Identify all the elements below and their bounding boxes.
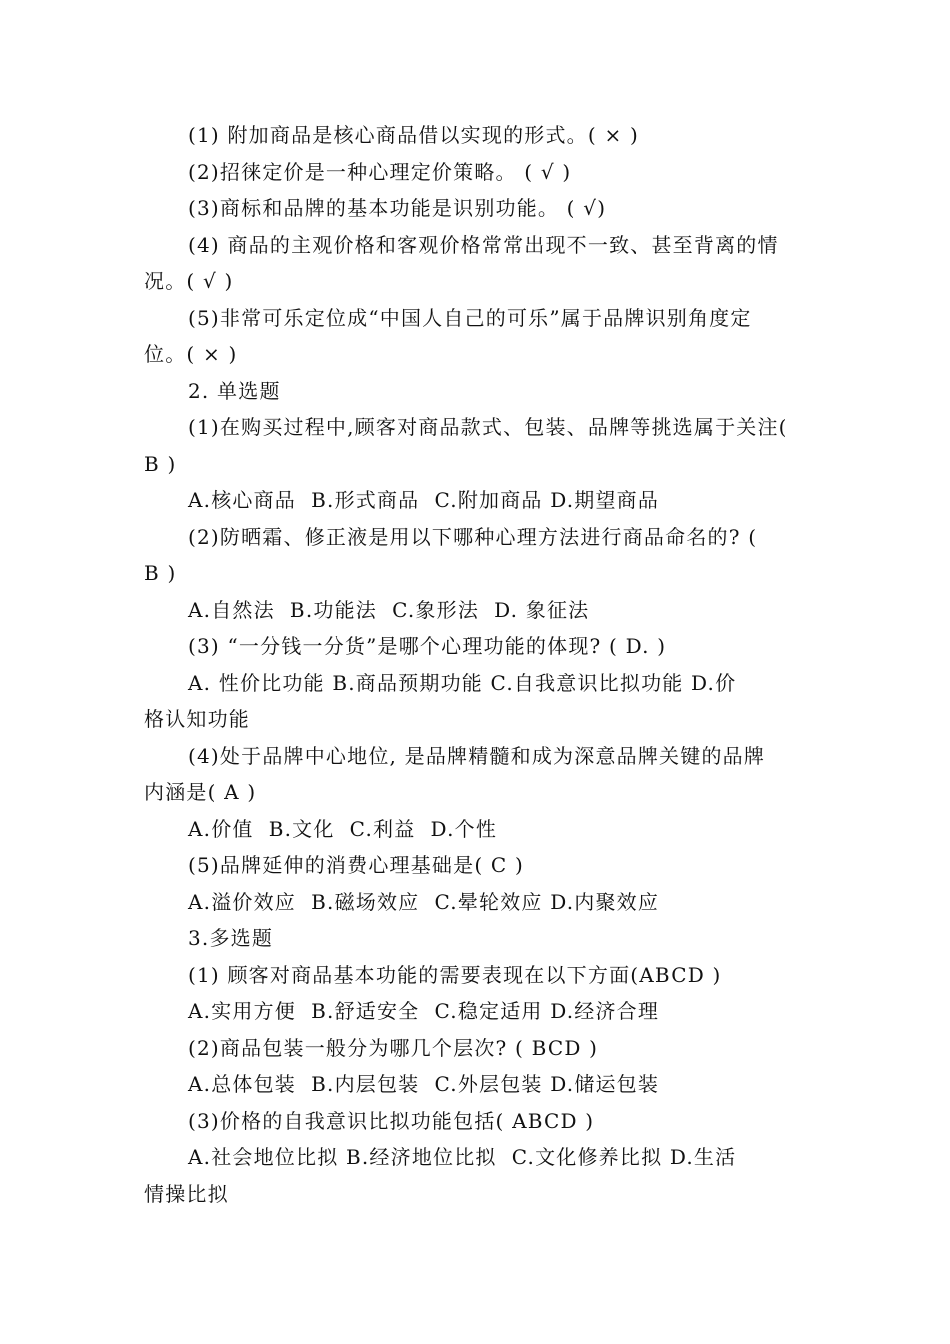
document-body [144, 117, 808, 1212]
text-line: B ) [144, 561, 177, 585]
text-line: (2)商品包装一般分为哪几个层次? ( BCD ) [188, 1035, 599, 1060]
text-line: 格认知功能 [144, 707, 250, 731]
text-line: 况。( √ ) [144, 269, 234, 293]
text-line: (4)处于品牌中心地位, 是品牌精髓和成为深意品牌关键的品牌 [188, 743, 766, 768]
text-line: (5)非常可乐定位成“中国人自己的可乐”属于品牌识别角度定 [188, 305, 752, 330]
text-line: (5)品牌延伸的消费心理基础是( C ) [188, 853, 524, 877]
text-line: A.总体包装 B.内层包装 C.外层包装 D.储运包装 [188, 1072, 660, 1096]
text-line: 3.多选题 [188, 926, 274, 950]
text-line: (1) 附加商品是核心商品借以实现的形式。( × ) [188, 123, 639, 147]
text-line: A.核心商品 B.形式商品 C.附加商品 D.期望商品 [188, 488, 660, 512]
text-line: (3)价格的自我意识比拟功能包括( ABCD ) [188, 1108, 595, 1133]
text-line: (2)防晒霜、修正液是用以下哪种心理方法进行商品命名的? ( [188, 524, 758, 549]
text-line: 内涵是( A ) [144, 780, 257, 804]
text-line: 2. 单选题 [188, 378, 281, 403]
text-line: A. 性价比功能 B.商品预期功能 C.自我意识比拟功能 D.价 [188, 670, 737, 695]
text-line: (3)商标和品牌的基本功能是识别功能。 ( √) [188, 196, 607, 220]
text-line: A.溢价效应 B.磁场效应 C.晕轮效应 D.内聚效应 [188, 889, 660, 914]
text-line: B ) [144, 451, 177, 476]
text-line: A.实用方便 B.舒适安全 C.稳定适用 D.经济合理 [188, 999, 660, 1023]
text-line: (1) 顾客对商品基本功能的需要表现在以下方面(ABCD ) [188, 962, 722, 987]
text-line: (3) “一分钱一分货”是哪个心理功能的体现? ( D. ) [188, 634, 667, 658]
text-line: A.价值 B.文化 C.利益 D.个性 [188, 816, 498, 841]
text-line: (1)在购买过程中,顾客对商品款式、包装、品牌等挑选属于关注( [188, 415, 788, 439]
text-line: (2)招徕定价是一种心理定价策略。 ( √ ) [188, 159, 572, 184]
text-line: 位。( × ) [144, 342, 238, 366]
text-line: A.自然法 B.功能法 C.象形法 D. 象征法 [188, 597, 590, 622]
text-line: 情操比拟 [144, 1181, 229, 1206]
text-line: A.社会地位比拟 B.经济地位比拟 C.文化修养比拟 D.生活 [188, 1145, 737, 1169]
text-line: (4) 商品的主观价格和客观价格常常出现不一致、甚至背离的情 [188, 232, 779, 257]
